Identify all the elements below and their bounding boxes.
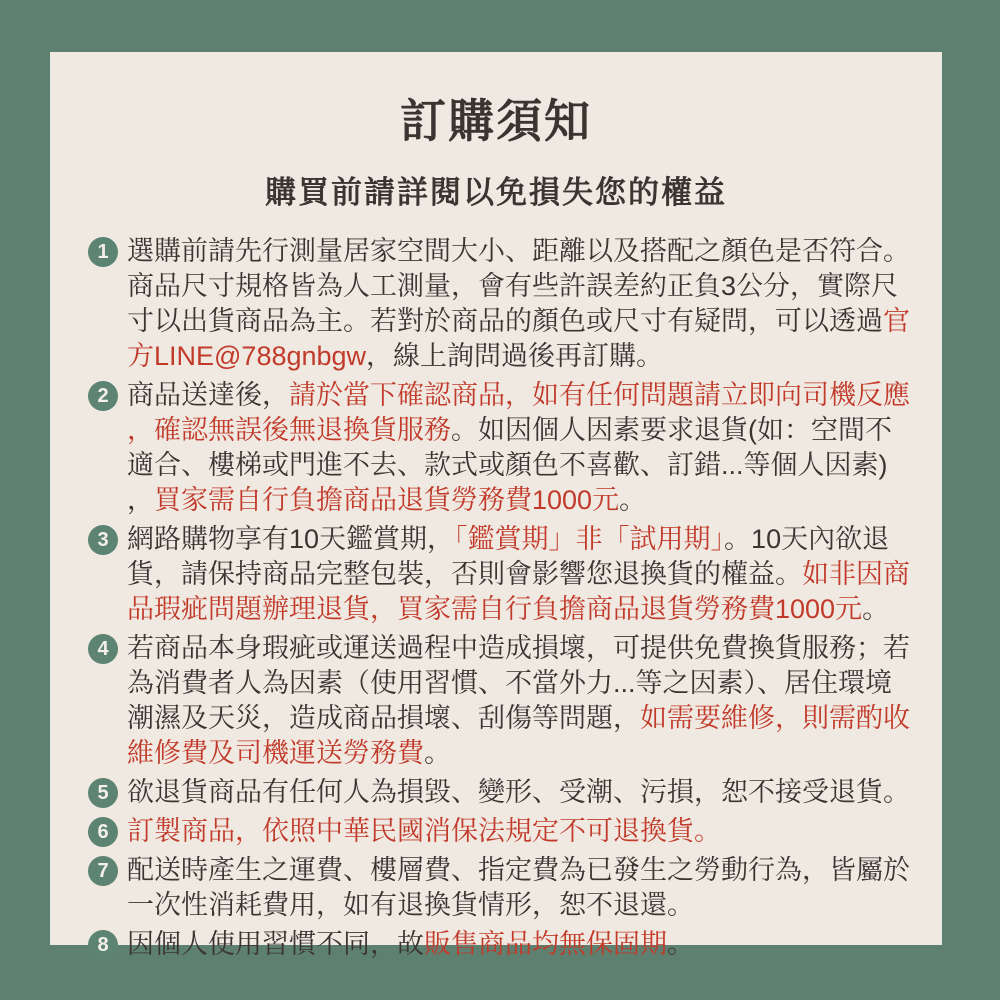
item-text xyxy=(127,522,913,627)
body-text: 。10天內欲退貨，請保持商品完整包裝，否則會影響您退換貨的權益。 xyxy=(127,524,890,589)
body-text: 因個人使用習慣不同，故 xyxy=(127,929,424,959)
list-item xyxy=(88,927,914,962)
list-item xyxy=(88,378,914,518)
body-text: 。如因個人因素要求退貨(如：空間不適合、樓梯或門進不去、款式或顏色不喜歡、訂錯...等個人因素)， xyxy=(127,415,892,515)
body-text: 欲退貨商品有任何人為損毀、變形、受潮、污損，恕不接受退貨。 xyxy=(127,777,910,807)
item-text xyxy=(127,853,913,923)
list-item xyxy=(88,853,914,923)
item-text xyxy=(127,234,913,374)
item-text xyxy=(127,631,913,771)
body-text: 選購前請先行測量居家空間大小、距離以及搭配之顏色是否符合。商品尺寸規格皆為人工測量，會有些許誤差約正負3公分，實際尺寸以出貨商品為主。若對於商品的顏色或尺寸有疑問，可以透過 xyxy=(127,236,910,336)
notice-panel xyxy=(50,52,942,959)
item-number-badge: 3 xyxy=(88,525,118,555)
body-text: 網路購物享有10天鑑賞期， xyxy=(127,524,455,554)
highlighted-text: 請於當下確認商品，如有任何問題請立即向司機反應，確認無誤後無退換貨服務 xyxy=(127,380,910,445)
body-text: 若商品本身瑕疵或運送過程中造成損壞，可提供免費換貨服務；若為消費者人為因素（使用習慣、不當外力...等之因素）、居住環境潮濕及天災，造成商品損壞、刮傷等問題， xyxy=(127,633,910,733)
list-item xyxy=(88,814,914,849)
item-text xyxy=(127,378,913,518)
item-text xyxy=(127,927,913,962)
highlighted-text: 訂製商品，依照中華民國消保法規定不可退換貨。 xyxy=(127,816,721,846)
highlighted-text: 官方LINE@788gnbgw xyxy=(127,306,910,371)
highlighted-text: 如需要維修，則需酌收維修費及司機運送勞務費 xyxy=(127,703,910,768)
body-text: ，線上詢問過後再訂購。 xyxy=(366,341,664,371)
item-text xyxy=(127,814,913,849)
item-number-badge: 4 xyxy=(88,634,118,664)
list-item xyxy=(88,775,914,810)
item-number-badge: 2 xyxy=(88,381,118,411)
body-text: 。 xyxy=(424,738,451,768)
body-text: 。 xyxy=(619,485,647,515)
item-number-badge: 7 xyxy=(88,856,118,886)
item-number-badge: 6 xyxy=(88,817,118,847)
item-number-badge: 8 xyxy=(88,930,118,960)
highlighted-text: 買家需自行負擔商品退貨勞務費1000元 xyxy=(154,485,620,515)
highlighted-text: 如非因商品瑕疵問題辦理退貨，買家需自行負擔商品退貨勞務費1000元 xyxy=(127,559,910,624)
item-number-badge: 1 xyxy=(88,237,118,267)
body-text: 配送時產生之運費、樓層費、指定費為已發生之勞動行為，皆屬於一次性消耗費用，如有退換貨情形，恕不退還。 xyxy=(127,855,910,920)
body-text: 商品送達後， xyxy=(127,380,289,410)
notice-list xyxy=(88,234,914,962)
body-text: 。 xyxy=(862,594,890,624)
list-item xyxy=(88,631,914,771)
item-text xyxy=(127,775,913,810)
highlighted-text: 販售商品均無保固期 xyxy=(424,929,667,959)
highlighted-text: 「鑑賞期」非「試用期」 xyxy=(454,524,725,554)
item-number-badge: 5 xyxy=(88,778,118,808)
list-item xyxy=(88,522,914,627)
list-item xyxy=(88,234,914,374)
page-subtitle: 購買前請詳閱以免損失您的權益 xyxy=(265,175,727,210)
body-text: 。 xyxy=(667,929,694,959)
page-title: 訂購須知 xyxy=(400,95,592,147)
